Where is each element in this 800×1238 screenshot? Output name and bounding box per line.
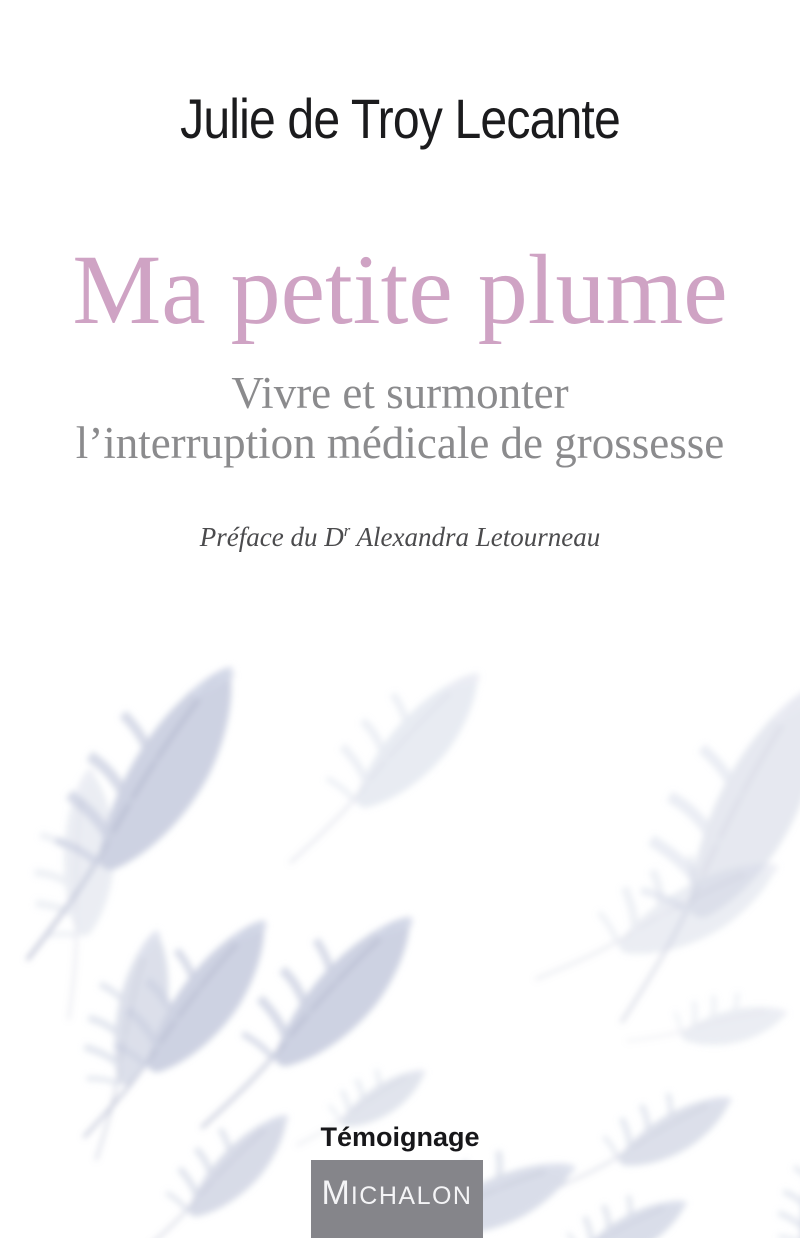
category-label: Témoignage — [320, 1122, 480, 1152]
preface-credit — [0, 522, 800, 553]
book-title: Ma petite plume — [72, 234, 728, 345]
feather-icon — [594, 687, 800, 1022]
publisher-logo — [311, 1160, 483, 1238]
subtitle-line-2: l’interruption médicale de grossesse — [75, 418, 725, 468]
book-subtitle — [0, 368, 800, 468]
feather-icon — [135, 1091, 288, 1238]
preface-superscript: r — [343, 521, 351, 540]
subtitle-line-1: Vivre et surmonter — [231, 368, 569, 418]
preface-author: Alexandra Letourneau — [350, 522, 601, 552]
publisher-wordmark — [311, 1174, 483, 1213]
feather-icon — [27, 667, 233, 960]
preface-text: Préface du D — [199, 522, 344, 552]
feather-icon — [627, 946, 789, 1108]
publisher-rest: ICHALON — [350, 1182, 473, 1210]
publisher-initial: M — [321, 1174, 351, 1212]
author-name: Julie de Troy Lecante — [180, 87, 620, 150]
feather-icon — [290, 647, 481, 890]
